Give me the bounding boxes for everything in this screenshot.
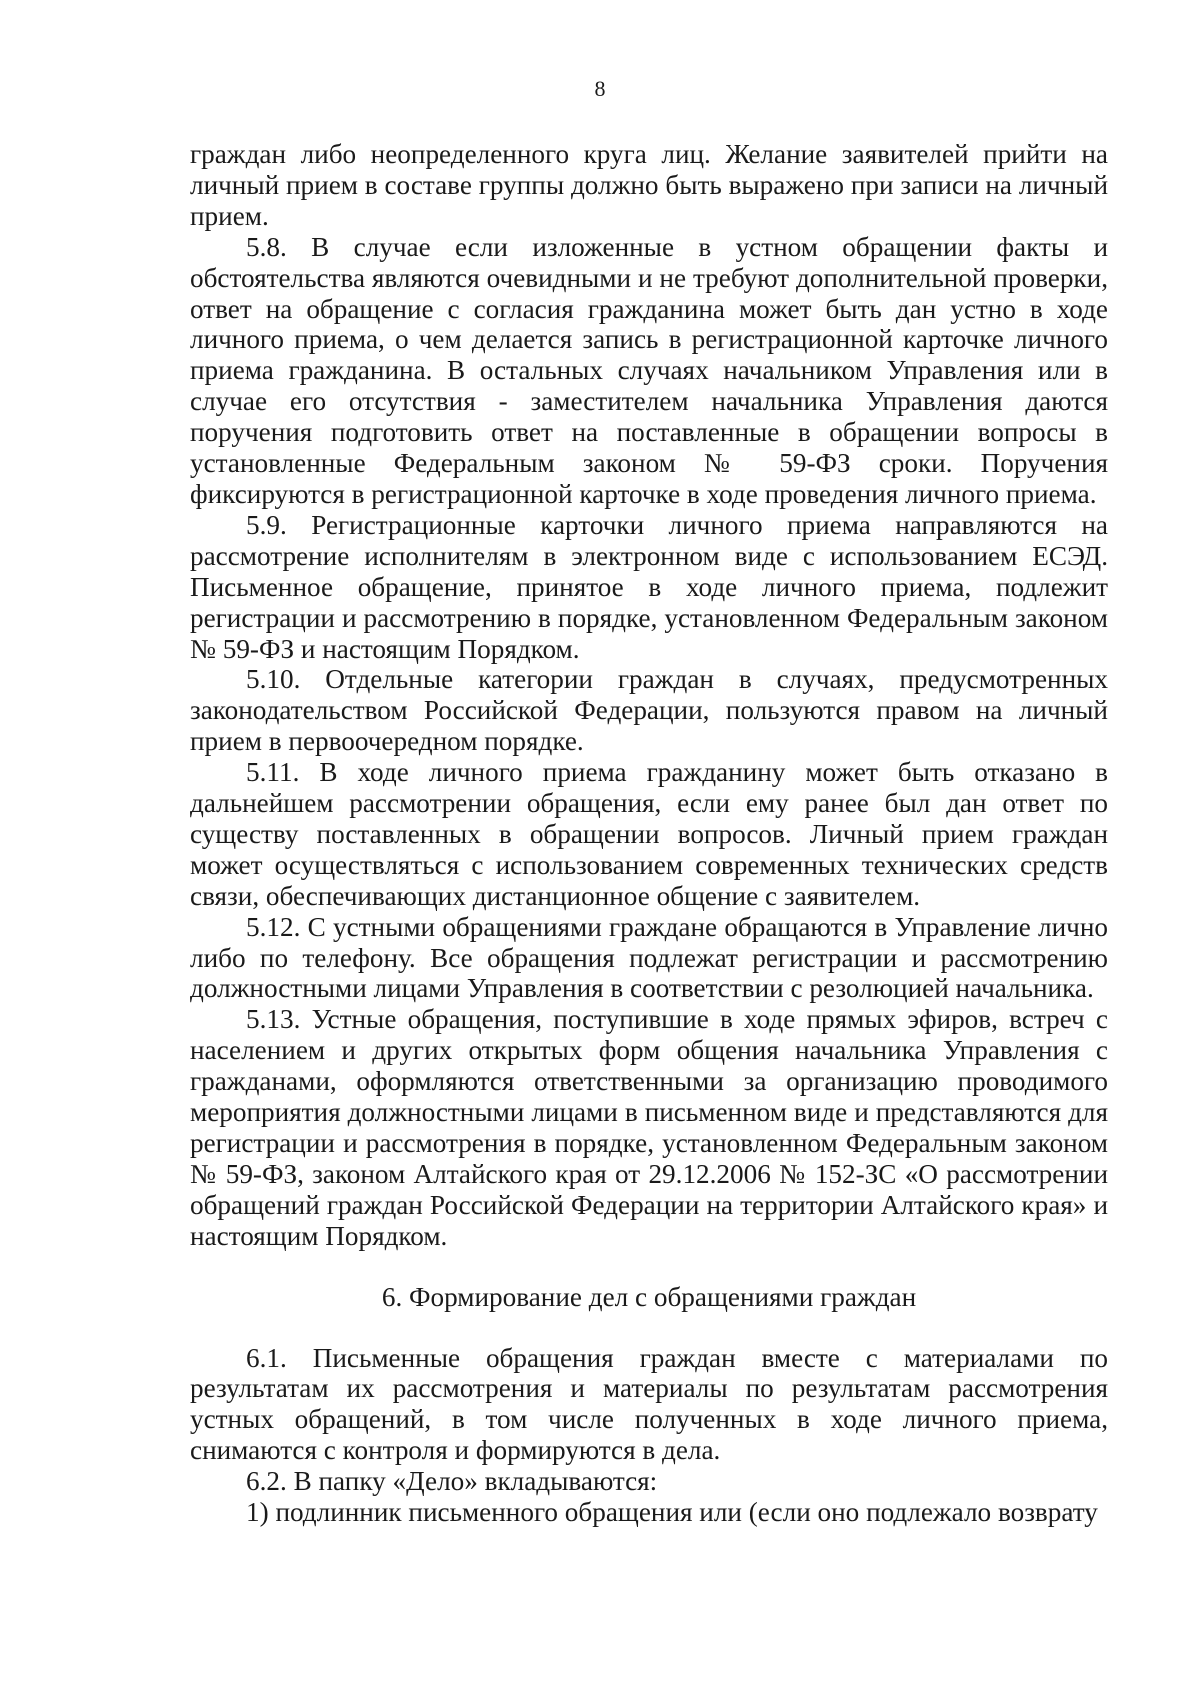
- paragraph-6-1: 6.1. Письменные обращения граждан вместе с материалами по результатам их рассмотрения и материалы по результатам рассмотрения устных обращений, в том числе полученных в ходе личного приема, снимаются с контроля и формируются в дела.: [190, 1342, 1108, 1466]
- paragraph-continuation: граждан либо неопределенного круга лиц. Желание заявителей прийти на личный прием в составе группы должно быть выражено при записи на личный прием.: [190, 139, 1108, 231]
- section-heading: 6. Формирование дел с обращениями граждан: [381, 1281, 917, 1312]
- paragraph-5-12: 5.12. С устными обращениями граждане обращаются в Управление лично либо по телефону. Все обращения подлежат регистрации и рассмотрению должностными лицами Управления в соответствии с резолюцией начальника.: [190, 911, 1108, 1004]
- list-item-1: 1) подлинник письменного обращения или (если оно подлежало возврату: [246, 1497, 1098, 1528]
- paragraph-5-10: 5.10. Отдельные категории граждан в случаях, предусмотренных законодательством Российской Федерации, пользуются правом на личный прием в первоочередном порядке.: [190, 664, 1108, 757]
- page-number: 8: [594, 76, 606, 101]
- paragraph-5-13: 5.13. Устные обращения, поступившие в ходе прямых эфиров, встреч с населением и других открытых форм общения начальника Управления с гражданами, оформляются ответственными за организацию проводимого мероприятия должностными лицами в письменном виде и представляются для регистрации и рассмотрения в порядке, установленном Федеральным законом № 59-ФЗ, законом Алтайского края от 29.12.2006 № 152-ЗС «О рассмотрении обращений граждан Российской Федерации на территории Алтайского края» и настоящим Порядком.: [190, 1004, 1108, 1251]
- paragraph-5-9: 5.9. Регистрационные карточки личного приема направляются на рассмотрение исполнителям в электронном виде с использованием ЕСЭД. Письменное обращение, принятое в ходе личного приема, подлежит регистрации и рассмотрению в порядке, установленном Федеральным законом № 59-ФЗ и настоящим Порядком.: [190, 509, 1108, 664]
- paragraph-5-11: 5.11. В ходе личного приема гражданину может быть отказано в дальнейшем рассмотрении обращения, если ему ранее был дан ответ по существу поставленных в обращении вопросов. Личный прием граждан может осуществляться с использованием современных технических средств связи, обеспечивающих дистанционное общение с заявителем.: [190, 757, 1108, 911]
- document-body: [190, 139, 1108, 1528]
- paragraph-5-8: 5.8. В случае если изложенные в устном обращении факты и обстоятельства являются очевидными и не требуют дополнительной проверки, ответ на обращение с согласия гражданина может быть дан устно в ходе личного приема, о чем делается запись в регистрационной карточке личного приема гражданина. В остальных случаях начальником Управления или в случае его отсутствия - заместителем начальника Управления даются поручения подготовить ответ на поставленные в обращении вопросы в установленные Федеральным законом № 59-ФЗ сроки. Поручения фиксируются в регистрационной карточке в ходе проведения личного приема.: [190, 231, 1108, 509]
- paragraph-6-2: 6.2. В папку «Дело» вкладываются:: [246, 1466, 658, 1497]
